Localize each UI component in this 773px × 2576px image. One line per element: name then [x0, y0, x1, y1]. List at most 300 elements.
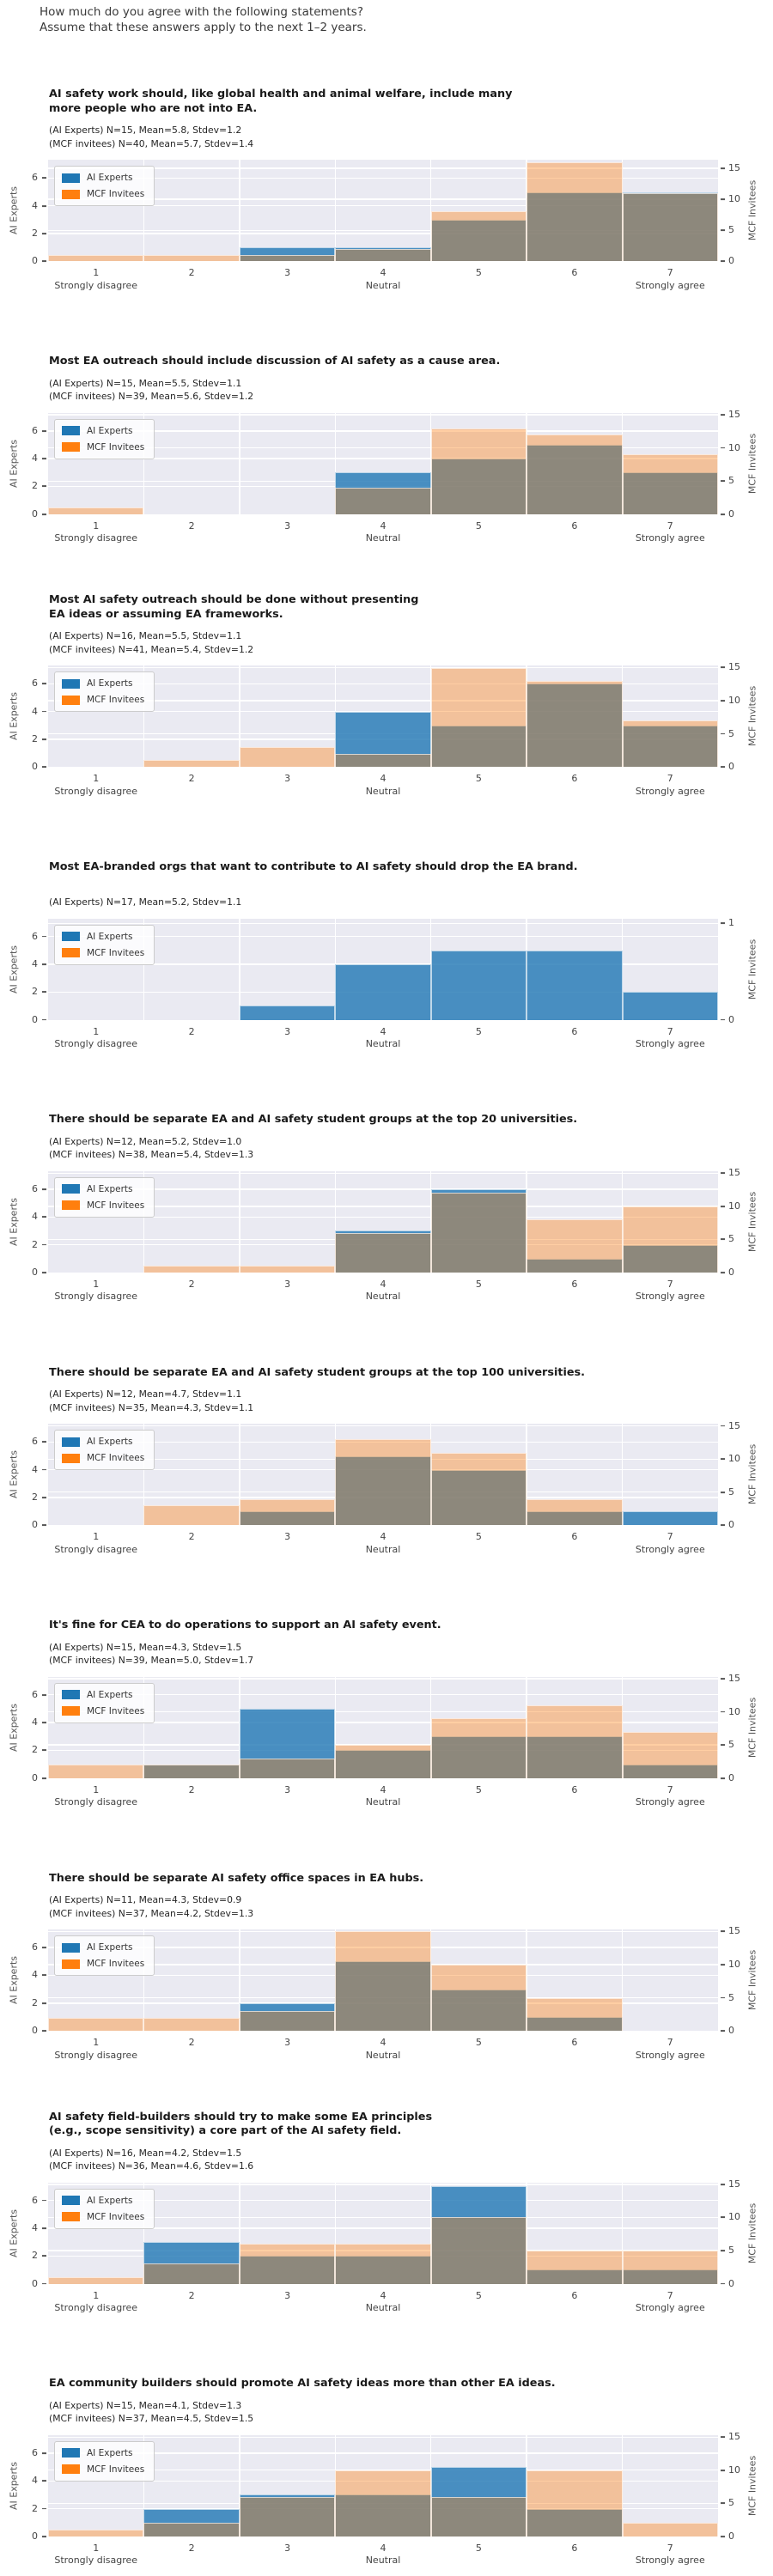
y-tick-mark-right	[721, 1744, 725, 1746]
y-tick-right: 0	[728, 1771, 734, 1783]
legend-box	[54, 1935, 155, 1976]
legend-label: MCF Invitees	[87, 1705, 145, 1716]
y-tick-right: 0	[728, 1013, 734, 1025]
y-tick-right: 1	[728, 917, 734, 929]
x-tick-number: 5	[475, 773, 482, 785]
chart-stats	[49, 629, 773, 656]
x-axis	[0, 514, 773, 554]
chart-stats-line: (MCF invitees) N=39, Mean=5.0, Stdev=1.7	[49, 1655, 254, 1667]
x-tick-number: 4	[380, 2289, 386, 2301]
y-tick-left: 0	[32, 507, 38, 519]
x-tick	[366, 2543, 401, 2567]
legend-label: AI Experts	[87, 173, 133, 184]
bar-mcf-invitees	[48, 255, 143, 261]
x-tick-number: 1	[93, 2037, 100, 2049]
plot-area	[48, 160, 718, 261]
bar-mcf-invitees	[431, 1718, 526, 1777]
y-tick-right: 5	[728, 1233, 734, 1245]
x-tick	[476, 1784, 482, 1797]
y-tick-mark-right	[721, 1206, 725, 1207]
x-tick-number: 2	[188, 2289, 195, 2301]
y-tick-mark-left	[42, 1216, 46, 1218]
x-tick-number: 5	[475, 267, 482, 279]
x-tick-number: 5	[475, 1025, 482, 1037]
y-tick-left: 2	[32, 2250, 38, 2262]
chart-title	[49, 1619, 773, 1633]
chart-stats-line: (MCF invitees) N=40, Mean=5.7, Stdev=1.4	[49, 137, 254, 149]
bar-mcf-invitees	[431, 2497, 526, 2537]
y-tick-mark-right	[721, 2436, 725, 2438]
bar-ai-experts	[623, 1511, 718, 1525]
x-tick-sublabel: Neutral	[365, 1796, 401, 1808]
y-tick-right: 0	[728, 1519, 734, 1531]
legend-box	[54, 1683, 155, 1723]
x-tick	[284, 520, 290, 533]
chart-title-line: Most EA-branded orgs that want to contribute to AI safety should drop the EA brand.	[49, 860, 578, 874]
bar-mcf-invitees	[623, 2523, 718, 2536]
x-tick-sublabel: Neutral	[365, 1543, 401, 1555]
x-tick	[636, 1279, 705, 1303]
bar-mcf-invitees	[526, 434, 622, 514]
x-tick-number: 4	[380, 1025, 386, 1037]
y-tick-mark-right	[721, 1964, 725, 1965]
y-tick-left: 4	[32, 957, 38, 969]
x-tick	[476, 520, 482, 533]
x-tick-number: 2	[188, 2037, 195, 2049]
y-tick-left: 6	[32, 1436, 38, 1448]
y-tick-mark-left	[42, 458, 46, 459]
x-tick-number: 2	[188, 773, 195, 785]
bar-mcf-invitees	[240, 1499, 335, 1526]
x-tick	[476, 2290, 482, 2303]
gridline-vertical	[239, 1171, 240, 1273]
y-tick-right: 15	[728, 661, 740, 673]
x-tick	[571, 520, 577, 533]
chart-stats-line: (AI Experts) N=15, Mean=4.3, Stdev=1.5	[49, 1641, 242, 1653]
plot-area	[48, 665, 718, 767]
bar-mcf-invitees	[48, 507, 143, 514]
y-tick-mark-right	[721, 922, 725, 924]
x-tick-number: 4	[380, 1531, 386, 1543]
y-tick-right: 5	[728, 475, 734, 487]
x-tick	[189, 1784, 195, 1797]
legend-label: MCF Invitees	[87, 2211, 145, 2222]
x-tick-number: 7	[666, 2542, 673, 2554]
x-tick-number: 1	[93, 773, 100, 785]
x-tick	[571, 1279, 577, 1291]
x-tick-number: 2	[188, 1783, 195, 1795]
legend-item	[62, 2448, 144, 2458]
y-tick-mark-left	[42, 1244, 46, 1246]
x-tick	[636, 1784, 705, 1809]
legend-item	[62, 1942, 144, 1953]
x-tick-number: 4	[380, 1783, 386, 1795]
bar-mcf-invitees	[431, 1453, 526, 1526]
x-tick	[476, 1531, 482, 1544]
legend-box	[54, 671, 155, 712]
x-tick-number: 1	[93, 519, 100, 532]
y-tick-left: 4	[32, 2475, 38, 2487]
chart-title-line: EA ideas or assuming EA frameworks.	[49, 607, 283, 621]
y-tick-left: 2	[32, 986, 38, 998]
x-axis	[0, 2031, 773, 2070]
legend-box	[54, 166, 155, 206]
y-tick-mark-left	[42, 430, 46, 432]
chart-block	[0, 2324, 773, 2576]
bar-mcf-invitees	[526, 162, 622, 262]
y-tick-mark-left	[42, 2480, 46, 2482]
x-tick	[366, 2037, 401, 2062]
x-tick-number: 6	[571, 1278, 578, 1290]
y-tick-mark-right	[721, 667, 725, 669]
y-tick-mark-left	[42, 486, 46, 488]
left-axis-label: AI Experts	[8, 2461, 20, 2510]
x-tick	[571, 267, 577, 280]
x-tick-sublabel: Strongly agree	[635, 2302, 705, 2314]
y-tick-mark-left	[42, 1441, 46, 1443]
x-axis	[0, 1778, 773, 1818]
x-tick	[476, 773, 482, 786]
x-tick	[189, 1026, 195, 1039]
x-tick	[54, 1026, 137, 1051]
plot-row	[0, 409, 773, 519]
x-tick	[189, 267, 195, 280]
x-tick-number: 1	[93, 1278, 100, 1290]
x-tick-number: 2	[188, 1531, 195, 1543]
chart-stats-line: (MCF invitees) N=38, Mean=5.4, Stdev=1.3	[49, 1149, 254, 1161]
legend-swatch-mcf-invitees	[62, 948, 80, 957]
chart-block	[0, 806, 773, 1059]
x-tick-number: 7	[666, 1783, 673, 1795]
legend-swatch-mcf-invitees	[62, 2464, 80, 2474]
y-tick-mark-right	[721, 2470, 725, 2471]
chart-stats-line: (MCF invitees) N=39, Mean=5.6, Stdev=1.2	[49, 391, 254, 403]
y-tick-left: 6	[32, 2446, 38, 2458]
y-tick-mark-right	[721, 1931, 725, 1933]
x-tick-number: 3	[284, 773, 291, 785]
right-axis-label: MCF Invitees	[746, 939, 758, 999]
legend-box	[54, 419, 155, 459]
bar-mcf-invitees	[143, 2523, 239, 2536]
y-tick-right: 10	[728, 1200, 740, 1212]
x-tick-sublabel: Strongly agree	[635, 1291, 705, 1303]
x-tick-sublabel: Neutral	[365, 2049, 401, 2061]
bar-mcf-invitees	[526, 1499, 622, 1526]
y-tick-right: 15	[728, 161, 740, 173]
y-tick-mark-left	[42, 2002, 46, 2004]
chart-stats-line: (MCF invitees) N=35, Mean=4.3, Stdev=1.1	[49, 1401, 254, 1413]
x-tick-number: 4	[380, 773, 386, 785]
x-tick	[54, 1784, 137, 1809]
x-tick-sublabel: Strongly agree	[635, 2555, 705, 2567]
y-tick-right: 10	[728, 1705, 740, 1717]
x-tick	[284, 773, 290, 786]
x-tick-number: 1	[93, 267, 100, 279]
plot-row	[0, 1673, 773, 1783]
x-tick-number: 2	[188, 2542, 195, 2554]
x-tick-sublabel: Strongly agree	[635, 1038, 705, 1050]
x-tick	[636, 2543, 705, 2567]
bar-mcf-invitees	[143, 255, 239, 261]
x-tick-sublabel: Strongly agree	[635, 2049, 705, 2061]
y-tick-mark-left	[42, 1469, 46, 1471]
chart-stats-line: (AI Experts) N=12, Mean=4.7, Stdev=1.1	[49, 1388, 242, 1400]
x-tick-sublabel: Neutral	[365, 532, 401, 544]
x-tick	[636, 1026, 705, 1051]
plot-row	[0, 2178, 773, 2289]
chart-title-line: There should be separate EA and AI safety student groups at the top 20 universities.	[49, 1113, 578, 1127]
y-tick-left: 0	[32, 1519, 38, 1531]
legend-item	[62, 1706, 144, 1716]
y-tick-mark-right	[721, 1425, 725, 1427]
chart-stats	[49, 1135, 773, 1162]
y-tick-left: 4	[32, 1716, 38, 1728]
x-tick	[189, 2037, 195, 2050]
y-tick-right: 0	[728, 507, 734, 519]
bar-mcf-invitees	[240, 2497, 335, 2537]
y-tick-left: 2	[32, 1744, 38, 1756]
bar-mcf-invitees	[526, 2251, 622, 2284]
x-tick	[366, 773, 401, 798]
x-tick-number: 5	[475, 1278, 482, 1290]
x-tick-number: 5	[475, 2037, 482, 2049]
bar-mcf-invitees	[526, 1998, 622, 2032]
x-tick	[284, 2543, 290, 2555]
left-axis-label: AI Experts	[8, 692, 20, 741]
bar-mcf-invitees	[48, 2018, 143, 2031]
y-tick-mark-left	[42, 738, 46, 740]
left-axis-label: AI Experts	[8, 186, 20, 235]
bar-mcf-invitees	[623, 1732, 718, 1778]
legend-item	[62, 1959, 144, 1969]
x-tick-number: 3	[284, 1278, 291, 1290]
bar-mcf-invitees	[431, 1965, 526, 2031]
bar-mcf-invitees	[623, 1206, 718, 1273]
x-tick-number: 7	[666, 773, 673, 785]
chart-stats-line: (MCF invitees) N=36, Mean=4.6, Stdev=1.6	[49, 2160, 254, 2172]
legend-swatch-mcf-invitees	[62, 1706, 80, 1716]
left-axis-label: AI Experts	[8, 1956, 20, 2005]
y-tick-left: 0	[32, 761, 38, 773]
legend-label: MCF Invitees	[87, 695, 145, 706]
chart-title-line: There should be separate AI safety office spaces in EA hubs.	[49, 1871, 424, 1885]
x-tick-sublabel: Strongly agree	[635, 1796, 705, 1808]
chart-title-line: more people who are not into EA.	[49, 101, 258, 115]
x-tick-number: 1	[93, 2289, 100, 2301]
y-tick-mark-left	[42, 1694, 46, 1696]
chart-stats	[49, 2147, 773, 2173]
chart-title	[49, 2377, 773, 2391]
chart-stats	[49, 377, 773, 404]
bar-mcf-invitees	[240, 1759, 335, 1778]
x-tick	[54, 2290, 137, 2315]
y-tick-right: 10	[728, 441, 740, 453]
y-tick-left: 0	[32, 1771, 38, 1783]
x-tick	[189, 520, 195, 533]
chart-title-line: Most EA outreach should include discussion of AI safety as a cause area.	[49, 355, 501, 368]
y-tick-mark-right	[721, 414, 725, 416]
y-tick-mark-left	[42, 2227, 46, 2229]
legend-swatch-ai-experts	[62, 679, 80, 689]
x-tick	[284, 1026, 290, 1039]
y-tick-left: 4	[32, 199, 38, 211]
left-axis-label: AI Experts	[8, 1450, 20, 1499]
x-tick-number: 6	[571, 1783, 578, 1795]
y-tick-mark-right	[721, 733, 725, 735]
bar-ai-experts	[623, 992, 718, 1019]
y-tick-left: 6	[32, 677, 38, 690]
legend-label: MCF Invitees	[87, 1200, 145, 1211]
legend-swatch-mcf-invitees	[62, 190, 80, 199]
y-tick-mark-right	[721, 198, 725, 200]
chart-stats-line: (AI Experts) N=16, Mean=4.2, Stdev=1.5	[49, 2147, 242, 2159]
x-tick-number: 6	[571, 519, 578, 532]
bar-mcf-invitees	[431, 1193, 526, 1273]
chart-stats-line: (MCF invitees) N=37, Mean=4.2, Stdev=1.3	[49, 1907, 254, 1919]
plot-row	[0, 917, 773, 1025]
chart-stats	[49, 883, 773, 909]
x-tick	[284, 267, 290, 280]
y-tick-mark-left	[42, 1188, 46, 1190]
bar-mcf-invitees	[143, 1765, 239, 1777]
x-tick	[636, 1531, 705, 1556]
x-tick-sublabel: Strongly agree	[635, 279, 705, 291]
chart-title	[49, 1113, 773, 1127]
right-axis-label: MCF Invitees	[746, 1697, 758, 1758]
legend-swatch-ai-experts	[62, 426, 80, 435]
y-tick-mark-left	[42, 963, 46, 965]
legend-swatch-mcf-invitees	[62, 1454, 80, 1463]
y-tick-right: 5	[728, 224, 734, 236]
legend-box	[54, 2441, 155, 2482]
y-tick-left: 4	[32, 1211, 38, 1223]
left-axis-label: AI Experts	[8, 2208, 20, 2257]
x-tick-sublabel: Neutral	[365, 2555, 401, 2567]
bar-mcf-invitees	[623, 720, 718, 767]
y-tick-right: 15	[728, 409, 740, 421]
legend-swatch-ai-experts	[62, 2196, 80, 2205]
chart-stats	[49, 124, 773, 150]
legend-item	[62, 948, 144, 958]
y-tick-left: 2	[32, 2502, 38, 2514]
y-tick-right: 0	[728, 2530, 734, 2542]
bar-mcf-invitees	[431, 2217, 526, 2283]
y-tick-mark-left	[42, 2255, 46, 2257]
y-tick-left: 6	[32, 2194, 38, 2206]
legend-box	[54, 2189, 155, 2229]
x-tick-sublabel: Strongly disagree	[54, 1796, 138, 1808]
legend-label: MCF Invitees	[87, 1959, 145, 1970]
y-tick-mark-left	[42, 936, 46, 938]
legend-swatch-ai-experts	[62, 1690, 80, 1699]
chart-title-line: (e.g., scope sensitivity) a core part of the AI safety field.	[49, 2124, 402, 2138]
x-tick-number: 6	[571, 1531, 578, 1543]
y-tick-right: 10	[728, 2464, 740, 2476]
bar-mcf-invitees	[143, 1266, 239, 1273]
x-tick-number: 6	[571, 773, 578, 785]
y-tick-right: 15	[728, 1167, 740, 1179]
y-tick-mark-right	[721, 1492, 725, 1493]
x-tick-number: 3	[284, 1025, 291, 1037]
x-tick	[476, 1279, 482, 1291]
bar-mcf-invitees	[335, 488, 430, 514]
legend-item	[62, 1690, 144, 1700]
y-tick-right: 5	[728, 1739, 734, 1751]
chart-title	[49, 355, 773, 369]
x-tick	[571, 1026, 577, 1039]
x-tick	[54, 2037, 137, 2062]
x-tick-number: 5	[475, 1783, 482, 1795]
y-tick-mark-left	[42, 233, 46, 234]
y-tick-mark-left	[42, 2508, 46, 2510]
x-tick-number: 4	[380, 519, 386, 532]
y-tick-mark-left	[42, 2452, 46, 2454]
x-tick-number: 7	[666, 1531, 673, 1543]
left-axis-label: AI Experts	[8, 439, 20, 488]
legend-item	[62, 2212, 144, 2222]
bar-mcf-invitees	[240, 2011, 335, 2031]
bar-mcf-invitees	[335, 2470, 430, 2537]
right-axis-label: MCF Invitees	[746, 1444, 758, 1505]
chart-block	[0, 48, 773, 301]
y-tick-right: 15	[728, 1419, 740, 1431]
y-tick-mark-right	[721, 1238, 725, 1240]
x-tick-number: 5	[475, 1531, 482, 1543]
x-tick-number: 1	[93, 1025, 100, 1037]
x-tick	[636, 2037, 705, 2062]
y-tick-left: 0	[32, 2277, 38, 2289]
y-tick-mark-left	[42, 205, 46, 207]
x-tick	[54, 520, 137, 545]
x-tick-number: 5	[475, 2542, 482, 2554]
x-tick-number: 6	[571, 1025, 578, 1037]
y-tick-mark-right	[721, 447, 725, 449]
left-axis-label: AI Experts	[8, 1197, 20, 1246]
right-axis-label: MCF Invitees	[746, 180, 758, 241]
y-tick-right: 10	[728, 695, 740, 707]
plot-area	[48, 2435, 718, 2537]
bar-mcf-invitees	[623, 193, 718, 262]
y-tick-left: 4	[32, 705, 38, 717]
bar-ai-experts	[335, 964, 430, 1020]
y-tick-mark-right	[721, 480, 725, 482]
legend-swatch-mcf-invitees	[62, 1200, 80, 1210]
x-tick-number: 6	[571, 2542, 578, 2554]
plot-row	[0, 1925, 773, 2037]
bar-mcf-invitees	[335, 2244, 430, 2283]
gridline-vertical	[239, 919, 240, 1020]
bar-mcf-invitees	[48, 2530, 143, 2537]
x-tick-sublabel: Neutral	[365, 2302, 401, 2314]
x-tick-sublabel: Strongly agree	[635, 532, 705, 544]
x-tick	[571, 2290, 577, 2303]
x-tick	[366, 520, 401, 545]
x-tick	[636, 267, 705, 292]
bar-mcf-invitees	[623, 454, 718, 513]
x-axis	[0, 261, 773, 301]
y-tick-right: 5	[728, 2497, 734, 2509]
legend-label: AI Experts	[87, 1689, 133, 1700]
x-tick-number: 2	[188, 519, 195, 532]
x-tick-number: 1	[93, 1783, 100, 1795]
bar-mcf-invitees	[335, 1439, 430, 1525]
x-axis	[0, 1525, 773, 1564]
right-axis-label: MCF Invitees	[746, 2455, 758, 2517]
x-tick	[366, 2290, 401, 2315]
legend-swatch-mcf-invitees	[62, 442, 80, 452]
y-tick-mark-right	[721, 1458, 725, 1460]
y-tick-mark-left	[42, 683, 46, 684]
